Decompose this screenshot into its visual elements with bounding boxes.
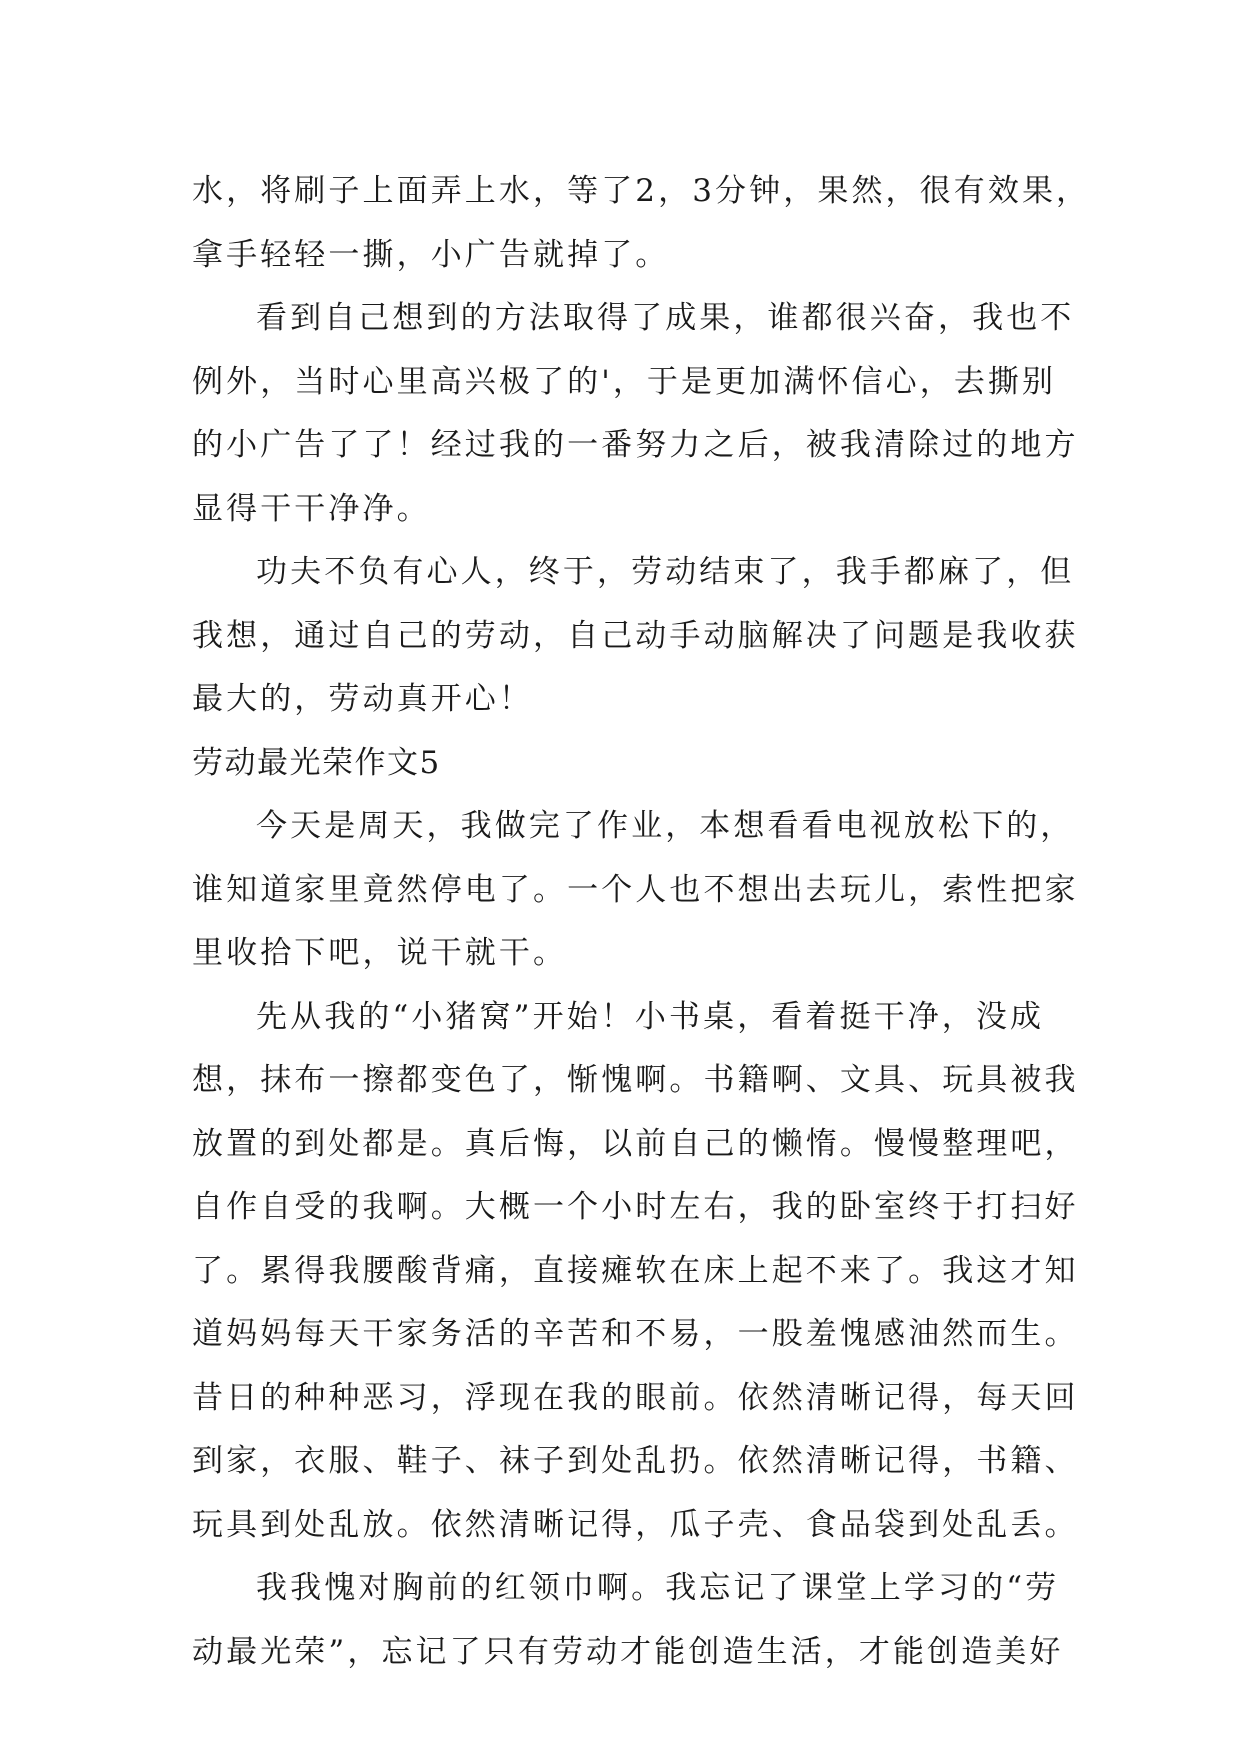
paragraph-start-line: 今天是周天，我做完了作业，本想看看电视放松下的，	[256, 808, 1075, 844]
text-line: 的小广告了了！经过我的一番努力之后，被我清除过的地方	[192, 427, 1079, 463]
text-line: 最大的，劳动真开心！	[192, 681, 533, 717]
text-line: 了。累得我腰酸背痛，直接瘫软在床上起不来了。我这才知	[192, 1252, 1079, 1289]
text-line: 想，抹布一擦都变色了，惭愧啊。书籍啊、文具、玩具被我	[192, 1062, 1079, 1098]
paragraph-start-line: 先从我的“小猪窝”开始！小书桌，看着挺干净，没成	[256, 998, 1045, 1035]
text-line: 显得干干净净。	[192, 490, 431, 527]
paragraph-start-line: 看到自己想到的方法取得了成果，谁都很兴奋，我也不	[256, 300, 1075, 336]
text-line: 玩具到处乱放。依然清晰记得，瓜子壳、食品袋到处乱丢。	[192, 1506, 1079, 1543]
text-line: 谁知道家里竟然停电了。一个人也不想出去玩儿，索性把家	[192, 871, 1079, 908]
text-line: 道妈妈每天干家务活的辛苦和不易，一股羞愧感油然而生。	[192, 1316, 1079, 1352]
text-line: 放置的到处都是。真后悔，以前自己的懒惰。慢慢整理吧，	[192, 1125, 1079, 1162]
text-line: 例外，当时心里高兴极了的'，于是更加满怀信心，去撕别	[192, 363, 1057, 400]
paragraph-start-line: 我我愧对胸前的红领巾啊。我忘记了课堂上学习的“劳	[256, 1570, 1060, 1606]
text-line: 拿手轻轻一撕，小广告就掉了。	[192, 236, 670, 273]
text-line: 昔日的种种恶习，浮现在我的眼前。依然清晰记得，每天回	[192, 1379, 1079, 1416]
text-line: 我想，通过自己的劳动，自己动手动脑解决了问题是我收获	[192, 617, 1079, 654]
text-line: 自作自受的我啊。大概一个小时左右，我的卧室终于打扫好	[192, 1189, 1079, 1225]
text-line: 水，将刷子上面弄上水，等了2，3分钟，果然，很有效果，	[192, 173, 1091, 209]
text-line: 动最光荣”，忘记了只有劳动才能创造生活，才能创造美好	[192, 1633, 1064, 1670]
paragraph-start-line: 功夫不负有心人，终于，劳动结束了，我手都麻了，但	[256, 554, 1075, 590]
document-body	[192, 160, 1091, 1684]
text-line: 里收拾下吧，说干就干。	[192, 935, 568, 971]
section-heading: 劳动最光荣作文5	[192, 744, 441, 781]
text-line: 到家，衣服、鞋子、袜子到处乱扔。依然清晰记得，书籍、	[192, 1443, 1079, 1479]
